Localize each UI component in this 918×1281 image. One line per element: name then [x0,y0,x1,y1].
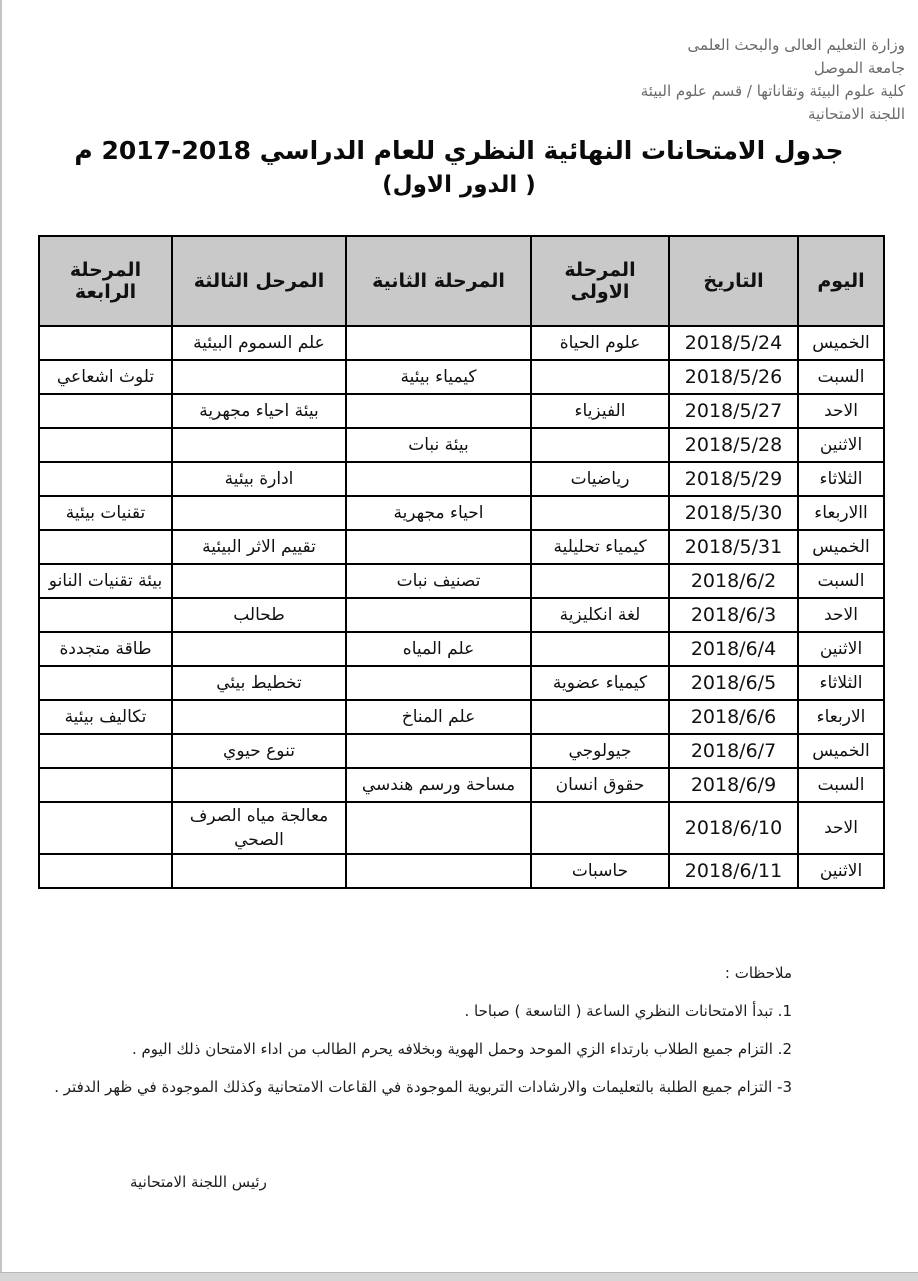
notes-section [54,964,792,1116]
date-cell: 2018/5/26 [669,360,798,394]
subject-cell: طاقة متجددة [39,632,172,666]
subject-cell [346,394,531,428]
notes-list [54,1002,792,1097]
subject-cell [39,734,172,768]
date-cell: 2018/6/2 [669,564,798,598]
day-cell: الاثنين [798,854,884,888]
table-row [39,326,884,360]
subject-cell: احياء مجهرية [346,496,531,530]
table-row [39,360,884,394]
subject-cell: جيولوجي [531,734,669,768]
date-cell: 2018/5/31 [669,530,798,564]
table-row [39,854,884,888]
document-title [0,136,918,199]
date-cell: 2018/6/3 [669,598,798,632]
day-cell: الخميس [798,530,884,564]
subject-cell [346,666,531,700]
table-row [39,564,884,598]
subject-cell [531,496,669,530]
subject-cell [39,530,172,564]
subject-cell: تنوع حيوي [172,734,346,768]
letterhead-line: اللجنة الامتحانية [807,105,905,123]
document-title-line1: جدول الامتحانات النهائية النظري للعام الدراسي 2018-2017 م [74,136,844,165]
day-cell: الاثنين [798,632,884,666]
column-header: المرحل الثالثة [172,236,346,326]
date-cell: 2018/5/24 [669,326,798,360]
day-cell: السبت [798,768,884,802]
subject-cell [531,564,669,598]
header-row [39,236,884,326]
letterhead [641,34,905,126]
subject-cell: كيمياء بيئية [346,360,531,394]
day-cell: السبت [798,360,884,394]
subject-cell [346,802,531,854]
subject-cell: بيئة تقنيات النانو [39,564,172,598]
column-header: المرحلة الثانية [346,236,531,326]
day-cell: الاثنين [798,428,884,462]
subject-cell [346,598,531,632]
day-cell: الاحد [798,802,884,854]
subject-cell [531,632,669,666]
subject-cell [39,394,172,428]
subject-cell: ادارة بيئية [172,462,346,496]
table-row [39,768,884,802]
subject-cell: علم المياه [346,632,531,666]
column-header: التاريخ [669,236,798,326]
subject-cell [39,768,172,802]
subject-cell [172,428,346,462]
subject-cell: تقييم الاثر البيئية [172,530,346,564]
table-row [39,802,884,854]
subject-cell [172,700,346,734]
note-item: 1. تبدأ الامتحانات النظري الساعة ( التاسعة ) صباحا . [464,1002,792,1020]
exam-table-header [39,236,884,326]
day-cell: الاربعاء [798,700,884,734]
subject-cell [172,564,346,598]
subject-cell [346,326,531,360]
subject-cell [39,462,172,496]
date-cell: 2018/6/5 [669,666,798,700]
subject-cell [39,802,172,854]
subject-cell: تخطيط بيئي [172,666,346,700]
subject-cell [39,854,172,888]
subject-cell [39,326,172,360]
date-cell: 2018/6/6 [669,700,798,734]
subject-cell [172,768,346,802]
subject-cell [531,360,669,394]
letterhead-line: كلية علوم البيئة وتقاناتها / قسم علوم البيئة [640,82,905,100]
subject-cell [531,802,669,854]
day-cell: الثلاثاء [798,666,884,700]
subject-cell: رياضيات [531,462,669,496]
subject-cell: علم المناخ [346,700,531,734]
subject-cell [346,530,531,564]
subject-cell: بيئة احياء مجهرية [172,394,346,428]
subject-cell: طحالب [172,598,346,632]
subject-cell: تقنيات بيئية [39,496,172,530]
table-row [39,666,884,700]
day-cell: االاربعاء [798,496,884,530]
note-item: 3- التزام جميع الطلبة بالتعليمات والارشادات التربوية الموجودة في القاعات الامتحانية وكذلك الموجودة في ظهر الدفتر . [54,1078,792,1096]
day-cell: الثلاثاء [798,462,884,496]
subject-cell [172,854,346,888]
column-header: اليوم [798,236,884,326]
subject-cell [172,360,346,394]
subject-cell [346,462,531,496]
subject-cell: معالجة مياه الصرف الصحي [172,802,346,854]
date-cell: 2018/6/4 [669,632,798,666]
column-header: المرحلة الاولى [531,236,669,326]
day-cell: الخميس [798,326,884,360]
subject-cell: كيمياء تحليلية [531,530,669,564]
subject-cell [39,666,172,700]
notes-label: ملاحظات : [724,964,792,982]
subject-cell [172,632,346,666]
subject-cell: تصنيف نبات [346,564,531,598]
date-cell: 2018/5/28 [669,428,798,462]
subject-cell [346,734,531,768]
column-header: المرحلة الرابعة [39,236,172,326]
subject-cell: كيمياء عضوية [531,666,669,700]
day-cell: السبت [798,564,884,598]
day-cell: الاحد [798,394,884,428]
subject-cell: مساحة ورسم هندسي [346,768,531,802]
document-title-line2: ( الدور الاول) [382,172,536,198]
subject-cell: حقوق انسان [531,768,669,802]
subject-cell: بيئة نبات [346,428,531,462]
subject-cell [39,598,172,632]
date-cell: 2018/6/9 [669,768,798,802]
subject-cell: حاسبات [531,854,669,888]
subject-cell [172,496,346,530]
note-item: 2. التزام جميع الطلاب بارتداء الزي الموحد وحمل الهوية وبخلافه يحرم الطالب من اداء الامتحان ذلك اليوم . [131,1040,792,1058]
exam-table-body [39,326,884,888]
date-cell: 2018/5/30 [669,496,798,530]
date-cell: 2018/5/27 [669,394,798,428]
subject-cell [531,428,669,462]
day-cell: الاحد [798,598,884,632]
table-row [39,734,884,768]
subject-cell: الفيزياء [531,394,669,428]
day-cell: الخميس [798,734,884,768]
subject-cell: تلوث اشعاعي [39,360,172,394]
date-cell: 2018/6/11 [669,854,798,888]
subject-cell [531,700,669,734]
subject-cell: لغة انكليزية [531,598,669,632]
date-cell: 2018/6/7 [669,734,798,768]
letterhead-line: جامعة الموصل [813,59,905,77]
table-row [39,394,884,428]
table-row [39,598,884,632]
table-row [39,496,884,530]
table-row [39,530,884,564]
table-row [39,462,884,496]
exam-schedule-table [38,235,885,889]
subject-cell: علم السموم البيئية [172,326,346,360]
table-row [39,428,884,462]
date-cell: 2018/5/29 [669,462,798,496]
subject-cell [346,854,531,888]
subject-cell: علوم الحياة [531,326,669,360]
table-row [39,700,884,734]
subject-cell: تكاليف بيئية [39,700,172,734]
letterhead-line: وزارة التعليم العالى والبحث العلمى [687,36,905,54]
table-row [39,632,884,666]
subject-cell [39,428,172,462]
date-cell: 2018/6/10 [669,802,798,854]
signature-line: رئيس اللجنة الامتحانية [130,1173,267,1191]
